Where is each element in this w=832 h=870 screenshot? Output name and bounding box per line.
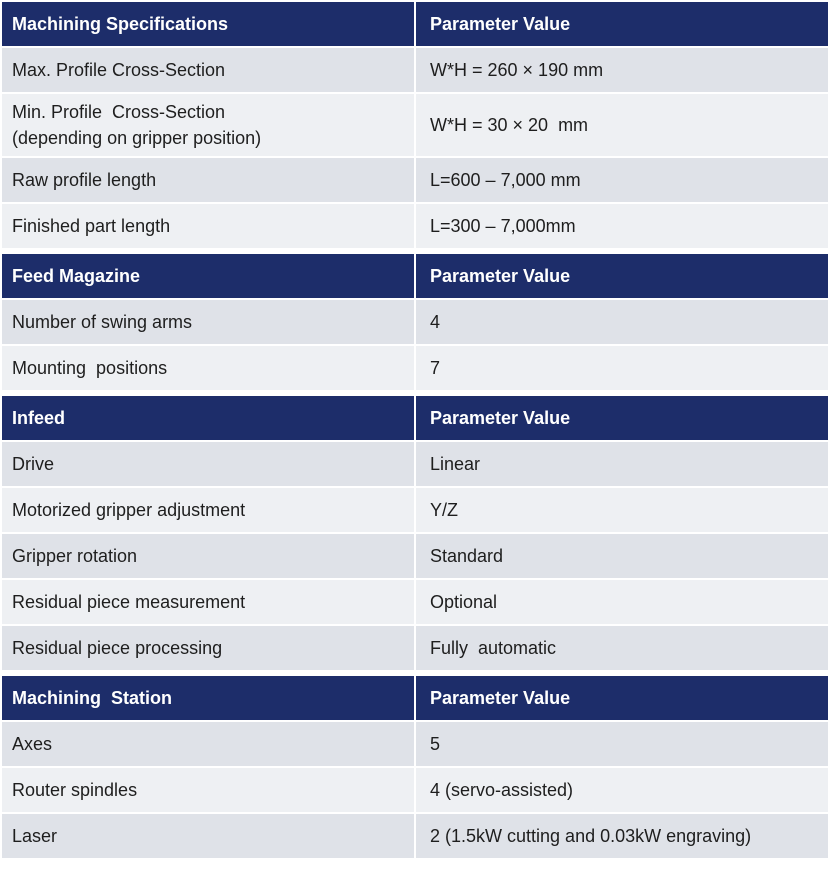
spec-table — [2, 2, 828, 864]
table-header-row — [2, 676, 828, 720]
section-title: Machining Specifications — [2, 2, 414, 46]
spec-label: Drive — [2, 442, 414, 486]
spec-label: Laser — [2, 814, 414, 858]
section-feed-magazine — [2, 254, 828, 390]
column-header: Parameter Value — [416, 396, 828, 440]
spec-label: Min. Profile Cross-Section (depending on gripper position) — [2, 94, 414, 156]
table-header-row — [2, 396, 828, 440]
spec-label: Mounting positions — [2, 346, 414, 390]
spec-value: Linear — [416, 442, 828, 486]
section-machining-specifications — [2, 2, 828, 248]
spec-value: 4 (servo-assisted) — [416, 768, 828, 812]
spec-value: Y/Z — [416, 488, 828, 532]
table-row — [2, 534, 828, 578]
table-row — [2, 722, 828, 766]
table-row — [2, 158, 828, 202]
column-header: Parameter Value — [416, 254, 828, 298]
section-title: Feed Magazine — [2, 254, 414, 298]
spec-value: 2 (1.5kW cutting and 0.03kW engraving) — [416, 814, 828, 858]
spec-value: Standard — [416, 534, 828, 578]
spec-value: 7 — [416, 346, 828, 390]
spec-label: Finished part length — [2, 204, 414, 248]
table-row — [2, 814, 828, 858]
spec-value: L=600 – 7,000 mm — [416, 158, 828, 202]
section-title: Infeed — [2, 396, 414, 440]
section-machining-station — [2, 676, 828, 858]
spec-value: Optional — [416, 580, 828, 624]
spec-label: Gripper rotation — [2, 534, 414, 578]
spec-value: L=300 – 7,000mm — [416, 204, 828, 248]
table-row — [2, 94, 828, 156]
column-header: Parameter Value — [416, 2, 828, 46]
spec-value: W*H = 30 × 20 mm — [416, 94, 828, 156]
spec-value: Fully automatic — [416, 626, 828, 670]
table-header-row — [2, 2, 828, 46]
spec-label: Number of swing arms — [2, 300, 414, 344]
table-row — [2, 626, 828, 670]
spec-label: Residual piece processing — [2, 626, 414, 670]
table-row — [2, 346, 828, 390]
spec-label: Axes — [2, 722, 414, 766]
table-row — [2, 488, 828, 532]
table-row — [2, 204, 828, 248]
table-row — [2, 768, 828, 812]
table-row — [2, 300, 828, 344]
section-infeed — [2, 396, 828, 670]
section-title: Machining Station — [2, 676, 414, 720]
table-row — [2, 580, 828, 624]
spec-label: Router spindles — [2, 768, 414, 812]
spec-label: Max. Profile Cross-Section — [2, 48, 414, 92]
spec-value: 4 — [416, 300, 828, 344]
table-row — [2, 48, 828, 92]
spec-value: 5 — [416, 722, 828, 766]
column-header: Parameter Value — [416, 676, 828, 720]
spec-label: Residual piece measurement — [2, 580, 414, 624]
table-header-row — [2, 254, 828, 298]
spec-value: W*H = 260 × 190 mm — [416, 48, 828, 92]
spec-label: Raw profile length — [2, 158, 414, 202]
spec-label: Motorized gripper adjustment — [2, 488, 414, 532]
table-row — [2, 442, 828, 486]
